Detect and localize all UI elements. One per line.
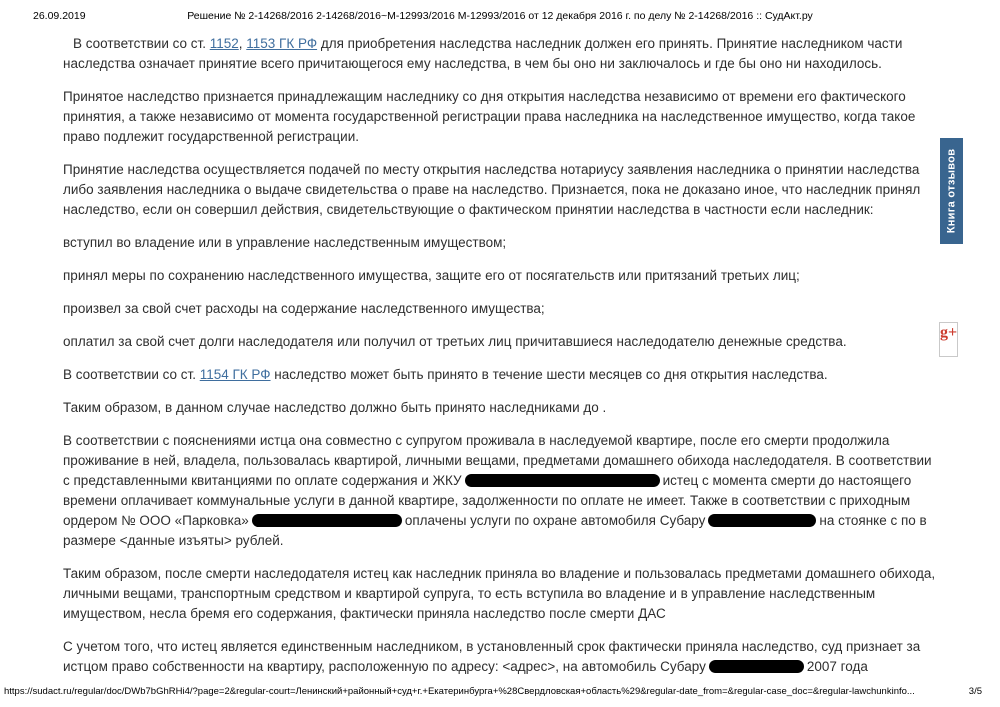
paragraph: Принятое наследство признается принадлежащим наследнику со дня открытия наследства независимо от времени его фактического принятия, а также независимо от момента государственной регистрации права наследника на наследственное имущество, когда такое право подлежит государственной регистрации. — [63, 89, 916, 144]
google-plus-button[interactable] — [939, 322, 958, 357]
print-header — [0, 10, 1000, 24]
print-date: 26.09.2019 — [33, 10, 86, 22]
paragraph: Таким образом, в данном случае наследство должно быть принято наследниками до . — [63, 400, 607, 415]
paragraph: Принятие наследства осуществляется подачей по месту открытия наследства нотариусу заявления наследника о принятии наследства либо заявления наследника о выдаче свидетельства о праве на наследство. Признается, пока не доказано иное, что наследник принял наследство, если он совершил действия, свидетельствующие о фактическом принятии наследства в частности если наследник: — [63, 162, 921, 217]
redaction-bar — [708, 514, 816, 527]
paragraph: С учетом того, что истец является единственным наследником, в установленный срок фактически приняла наследство, суд признает за истцом право собственности на квартиру, расположенную по адресу: <адрес>, на автомобиль Субару 2007 года — [63, 639, 921, 674]
redaction-bar — [252, 514, 402, 527]
law-article-link[interactable]: 1152 — [209, 36, 239, 51]
feedback-tab[interactable] — [940, 138, 963, 244]
redaction-bar — [709, 660, 804, 673]
paragraph: В соответствии со ст. 1154 ГК РФ наследство может быть принято в течение шести месяцев со дня открытия наследства. — [63, 367, 828, 382]
paragraph: произвел за свой счет расходы на содержание наследственного имущества; — [63, 301, 545, 316]
page-title: Решение № 2-14268/2016 2-14268/2016~М-12993/2016 М-12993/2016 от 12 декабря 2016 г. по делу № 2-14268/2016 :: СудАкт.ру — [187, 10, 813, 22]
footer-url: https://sudact.ru/regular/doc/DWb7bGhRHi4/?page=2&regular-court=Ленинский+районный+суд+г.+Екатеринбурга+%28Свердловская+область%29&regular-date_from=&regular-case_doc=&regular-lawchunkinfo... — [4, 686, 915, 697]
paragraph: оплатил за свой счет долги наследодателя или получил от третьих лиц причитавшиеся наследодателю денежные средства. — [63, 334, 847, 349]
paragraph: принял меры по сохранению наследственного имущества, защите его от посягательств или притязаний третьих лиц; — [63, 268, 800, 283]
paragraph: В соответствии с пояснениями истца она совместно с супругом проживала в наследуемой квартире, после его смерти продолжила проживание в ней, владела, пользовалась квартирой, личными вещами, предметами домашнего обихода наследодателя. В соответствии с представленными квитанциями по оплате содержания и ЖКУ истец с момента смерти до настоящего времени оплачивает коммунальные услуги в данной квартире, задолженности по оплате не имеет. Также в соответствии с приходным ордером № ООО «Парковка» оплачены услуги по охране автомобиля Субару на стоянке с по в размере <данные изъяты> рублей. — [63, 433, 932, 548]
law-article-link[interactable]: 1154 ГК РФ — [199, 367, 271, 382]
google-plus-icon: g+ — [940, 324, 958, 341]
paragraph: Таким образом, после смерти наследодателя истец как наследник приняла во владение и пользовалась предметами домашнего обихода, личными вещами, транспортным средством и квартирой супруга, то есть вступила во владение и в управление наследственным имуществом, несла бремя его содержания, фактически приняла наследство после смерти ДАС — [63, 566, 936, 621]
footer-page-indicator: 3/5 — [968, 686, 982, 697]
print-footer — [4, 686, 996, 698]
paragraph: вступил во владение или в управление наследственным имуществом; — [63, 235, 507, 250]
document-body — [63, 34, 937, 690]
law-article-link[interactable]: 1153 ГК РФ — [246, 36, 318, 51]
feedback-tab-label: Книга отзывов — [945, 148, 958, 234]
paragraph: В соответствии со ст. 1152, 1153 ГК РФ для приобретения наследства наследник должен его принять. Принятие наследником части наследства означает принятие всего причитающегося ему наследства, в чем бы оно ни заключалось и где бы оно ни находилось. — [63, 36, 903, 71]
redaction-bar — [465, 474, 660, 487]
